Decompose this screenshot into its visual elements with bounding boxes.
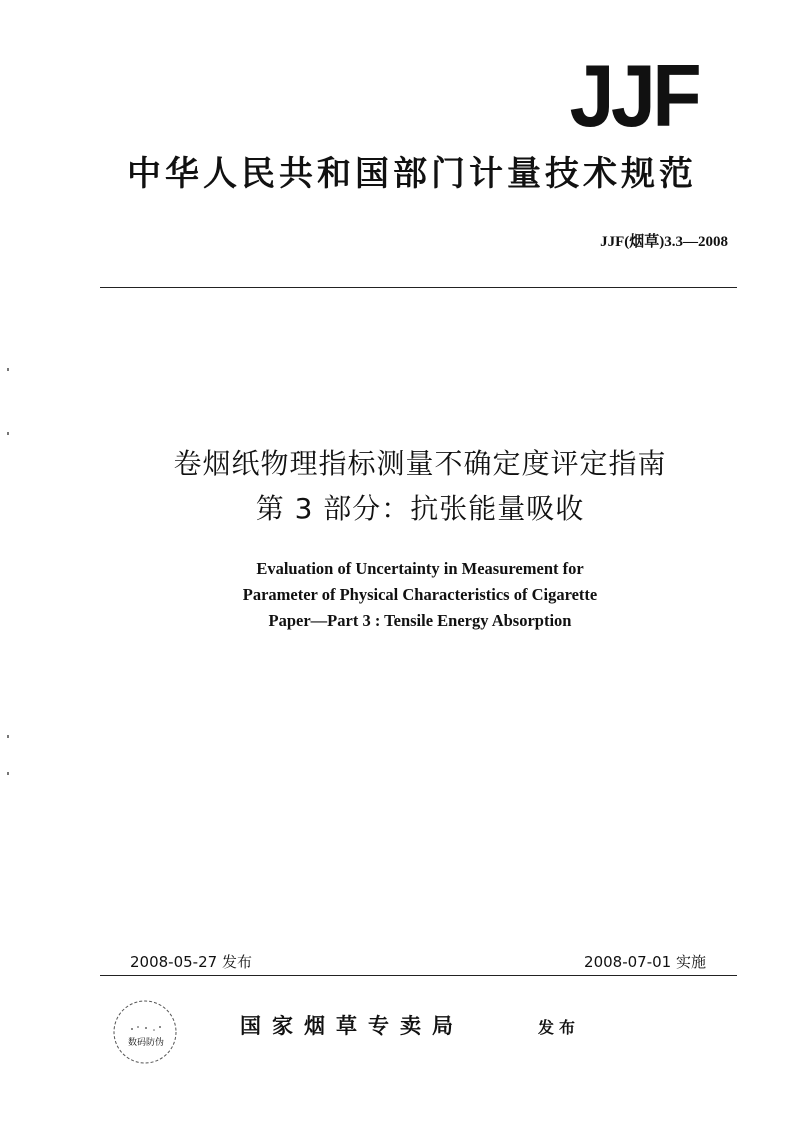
top-divider (100, 287, 737, 288)
margin-speck (7, 432, 9, 435)
title-cn-line1: 卷烟纸物理指标测量不确定度评定指南 (173, 447, 667, 480)
publisher-name: 国家烟草专卖局 (240, 1013, 464, 1038)
margin-speck (7, 368, 9, 371)
margin-speck (7, 735, 9, 738)
standard-code: JJF(烟草)3.3—2008 (600, 234, 728, 250)
anti-counterfeit-seal-icon (112, 999, 178, 1065)
issue-date: 2008-05-27 发布 (130, 953, 252, 971)
org-title: 中华人民共和国部门计量技术规范 (127, 154, 697, 194)
publisher-suffix: 发布 (538, 1018, 581, 1037)
bottom-divider (100, 975, 737, 976)
margin-speck (7, 772, 9, 775)
title-en-line2: Parameter of Physical Characteristics of Cigarette (242, 585, 598, 604)
jjf-logo: JJF (569, 46, 698, 145)
title-en-line1: Evaluation of Uncertainty in Measurement for (256, 559, 584, 578)
title-en-line3: Paper—Part 3 : Tensile Energy Absorption (268, 611, 572, 630)
stamp-label: 数码防伪 (127, 1038, 164, 1048)
implementation-date: 2008-07-01 实施 (584, 953, 706, 971)
title-cn-line2: 第 3 部分：抗张能量吸收 (255, 492, 585, 525)
